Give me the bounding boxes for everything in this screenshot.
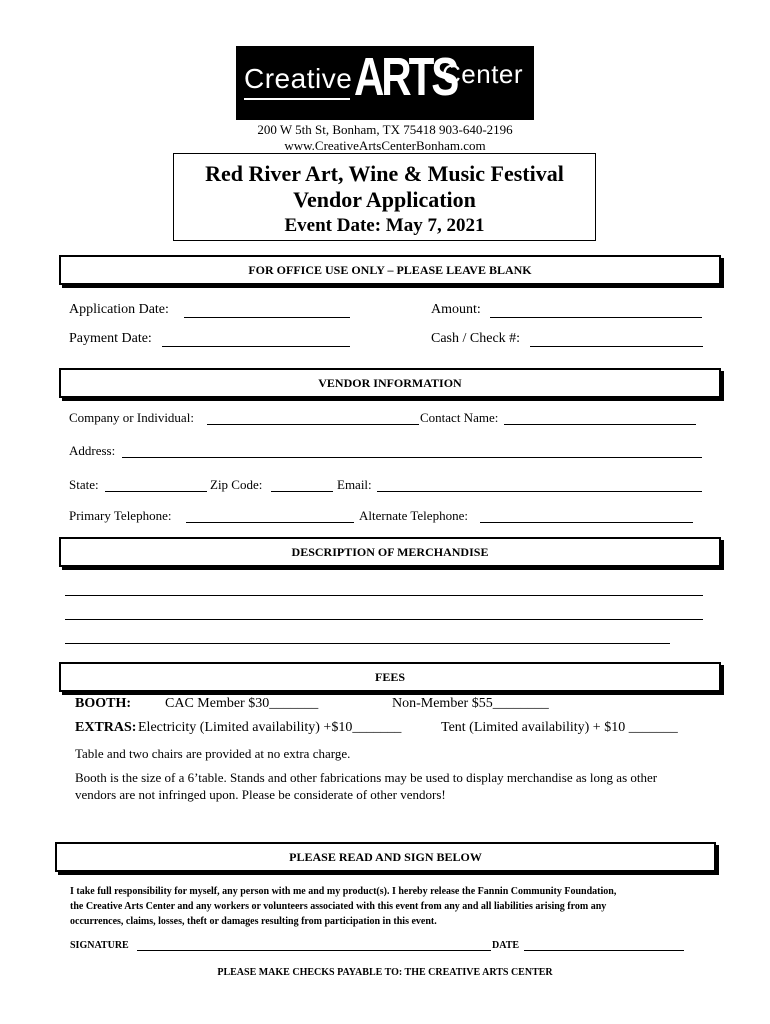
state-label: State: — [69, 477, 99, 492]
zip-code-field[interactable] — [271, 491, 333, 492]
fees-heading: FEES — [59, 662, 721, 692]
company-field[interactable] — [207, 424, 419, 425]
logo-underline — [244, 98, 350, 100]
merchandise-line-1[interactable] — [65, 595, 703, 596]
contact-name-label: Contact Name: — [420, 410, 499, 425]
primary-phone-label: Primary Telephone: — [69, 508, 172, 523]
merchandise-line-3[interactable] — [65, 643, 670, 644]
release-line-3: occurrences, claims, losses, theft or damages resulting from participation in this event. — [70, 916, 437, 927]
booth-note-line-1: Booth is the size of a 6’table. Stands and other fabrications may be used to display merchandise as long as other — [75, 770, 658, 785]
email-label: Email: — [337, 477, 372, 492]
release-line-1: I take full responsibility for myself, any person with me and my product(s). I hereby release the Fannin Community Foundation, — [70, 886, 617, 897]
merchandise-heading: DESCRIPTION OF MERCHANDISE — [59, 537, 721, 567]
payment-date-field[interactable] — [162, 346, 350, 347]
application-title: Vendor Application — [293, 187, 476, 212]
creative-arts-center-logo — [236, 46, 534, 120]
cash-check-field[interactable] — [530, 346, 703, 347]
checks-payable-note: PLEASE MAKE CHECKS PAYABLE TO: THE CREATIVE ARTS CENTER — [217, 967, 553, 978]
electricity-fee[interactable]: Electricity (Limited availability) +$10_______ — [138, 720, 402, 735]
zip-code-label: Zip Code: — [210, 477, 263, 492]
logo-word-arts: ARTS — [354, 47, 457, 107]
address-label: Address: — [69, 443, 116, 458]
state-field[interactable] — [105, 491, 207, 492]
non-member-fee[interactable]: Non-Member $55________ — [392, 696, 549, 711]
office-use-heading: FOR OFFICE USE ONLY – PLEASE LEAVE BLANK — [59, 255, 721, 285]
date-field[interactable] — [524, 950, 684, 951]
logo-word-creative: Creative — [244, 63, 353, 94]
event-date: Event Date: May 7, 2021 — [284, 215, 485, 236]
cac-member-fee[interactable]: CAC Member $30_______ — [165, 696, 319, 711]
cash-check-label: Cash / Check #: — [431, 331, 521, 346]
website-line: www.CreativeArtsCenterBonham.com — [284, 138, 486, 153]
release-line-2: the Creative Arts Center and any workers or volunteers associated with this event from any and all liabilities arising from any — [70, 901, 607, 912]
table-note: Table and two chairs are provided at no extra charge. — [75, 746, 351, 761]
booth-note-line-2: vendors are not infringed upon. Please be considerate of other vendors! — [75, 787, 446, 802]
amount-label: Amount: — [431, 302, 481, 317]
signature-label: SIGNATURE — [70, 940, 129, 951]
booth-label: BOOTH: — [75, 696, 132, 711]
payment-date-label: Payment Date: — [69, 331, 152, 346]
signature-field[interactable] — [137, 950, 491, 951]
address-line: 200 W 5th St, Bonham, TX 75418 903-640-2196 — [257, 122, 513, 137]
alternate-phone-label: Alternate Telephone: — [359, 508, 468, 523]
application-date-label: Application Date: — [69, 302, 169, 317]
logo-word-center: Center — [442, 59, 524, 89]
date-label: DATE — [492, 940, 520, 951]
amount-field[interactable] — [490, 317, 702, 318]
contact-name-field[interactable] — [504, 424, 696, 425]
extras-label: EXTRAS: — [75, 720, 137, 735]
address-field[interactable] — [122, 457, 702, 458]
festival-title: Red River Art, Wine & Music Festival — [205, 161, 564, 186]
vendor-info-heading: VENDOR INFORMATION — [59, 368, 721, 398]
read-and-sign-heading: PLEASE READ AND SIGN BELOW — [55, 842, 716, 872]
primary-phone-field[interactable] — [186, 522, 354, 523]
alternate-phone-field[interactable] — [480, 522, 693, 523]
title-box — [173, 153, 596, 241]
email-field[interactable] — [377, 491, 702, 492]
merchandise-line-2[interactable] — [65, 619, 703, 620]
tent-fee[interactable]: Tent (Limited availability) + $10 _______ — [441, 720, 678, 735]
company-label: Company or Individual: — [69, 410, 194, 425]
application-date-field[interactable] — [184, 317, 350, 318]
